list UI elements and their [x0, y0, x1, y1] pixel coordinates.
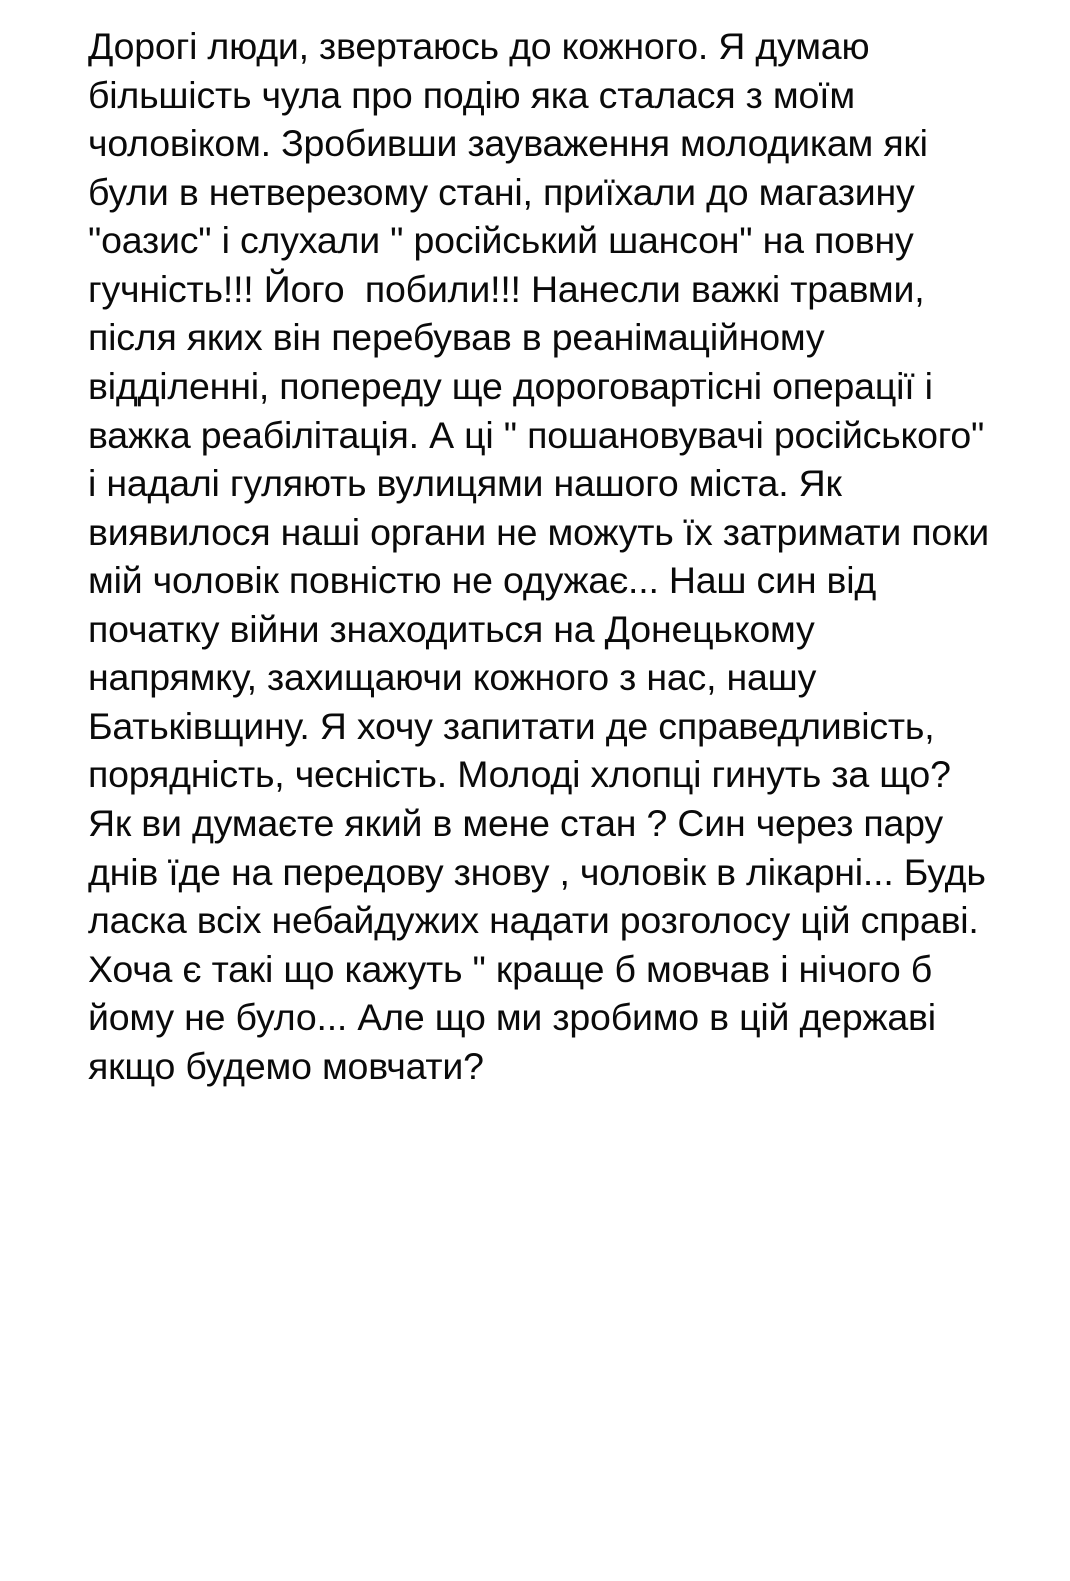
post-body-text: Дорогі люди, звертаюсь до кожного. Я думаю більшість чула про подію яка сталася з моїм чоловіком. Зробивши зауваження молодикам які були в нетверезому стані, приїхали до магазину "оазис" і слухали " російський шансон" на повну гучність!!! Його побили!!! Нанесли важкі травми, після яких він перебував в реанімаційному відділенні, попереду ще дороговартісні операції і важка реабілітація. А ці " пошановувачі російського" і надалі гуляють вулицями нашого міста. Як виявилося наші органи не можуть їх затримати поки мій чоловік повністю не одужає... Наш син від початку війни знаходиться на Донецькому напрямку, захищаючи кожного з нас, нашу Батьківщину. Я хочу запитати де справедливість, порядність, чесність. Молоді хлопці гинуть за що? Як ви думаєте який в мене стан ? Син через пару днів їде на передову знову , чоловік в лікарні... Будь ласка всіх небайдужих надати розголосу цій справі. Хоча є такі що кажуть " краще б мовчав і нічого б йому не було... Але що ми зробимо в цій державі якщо будемо мовчати?	[88, 25, 1000, 1087]
